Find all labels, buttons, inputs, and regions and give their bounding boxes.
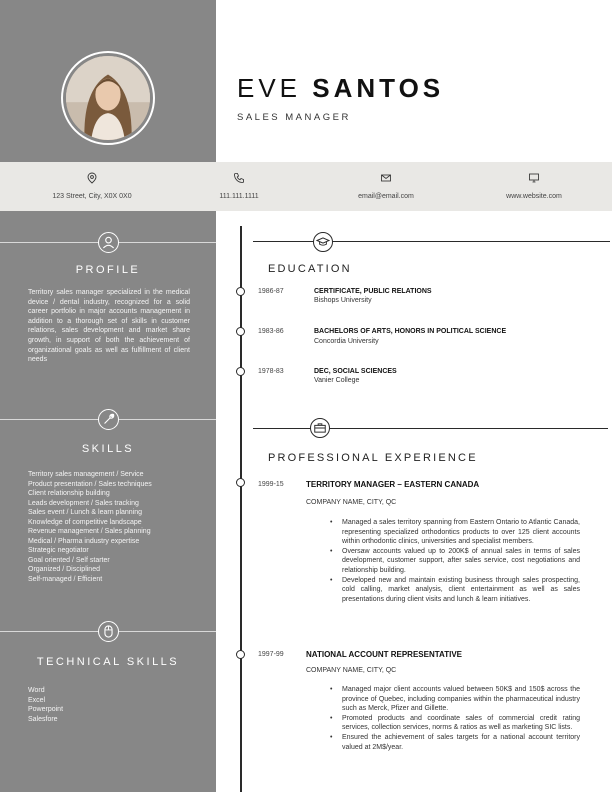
email-text: email@email.com [358,193,414,200]
job-company: COMPANY NAME, CITY, QC [306,667,397,674]
education-dates: 1978-83 [258,368,284,375]
timeline-dot [236,327,245,336]
candidate-job-title: SALES MANAGER [237,112,351,123]
profile-summary: Territory sales manager specialized in the medical device / dental industry, recognized for a solid career portfolio in major accounts management in addition to a thorough set of skills in customer relations, sales development and market share growth, in support of both the achievement of organizational goals as well as fulfillment of client needs [28,289,190,364]
skill-item: Goal oriented / Self starter [28,556,110,564]
skill-item: Territory sales management / Service [28,471,144,478]
education-dates: 1983-86 [258,328,284,335]
responsibility-item: • Managed a sales territory spanning from Eastern Ontario to Atlantic Canada, representing specialized orthodontics products to over 125 client accounts within orthodontic clinics, universities and specialist members. [330,518,580,547]
monitor-icon [528,172,540,184]
skill-item: Client relationship building [28,490,110,497]
last-name: SANTOS [312,73,445,103]
job-title: TERRITORY MANAGER – EASTERN CANADA [306,480,480,489]
technical-skill-item: Salesfore [28,715,58,723]
wrench-icon [98,409,119,430]
job-responsibilities [330,685,580,752]
responsibility-item: • Promoted products and coordinate sales of commercial credit rating services, collection services, norms & ratios as well as marketing SIC lists. [330,714,580,733]
education-school: Vanier College [314,377,360,384]
job-dates: 1999-15 [258,481,284,488]
education-school: Bishops University [314,297,372,304]
technical-skill-item: Powerpoint [28,706,64,713]
responsibility-item: • Managed major client accounts valued between 50K$ and 150$ across the province of Quebec, including companies within the pharmaceutical industry such as Merck, Pfizer and Gillette. [330,685,580,714]
location-pin-icon [86,172,98,184]
contact-email [311,172,461,200]
skill-item: Revenue management / Sales planning [28,528,151,535]
skill-item: Sales event / Lunch & learn planning [28,509,143,516]
envelope-icon [380,172,392,184]
contact-website [459,172,609,200]
mouse-icon [98,621,119,642]
timeline-dot [236,367,245,376]
technical-skills-heading: TECHNICAL SKILLS [36,656,180,668]
education-title: CERTIFICATE, PUBLIC RELATIONS [314,288,432,295]
timeline-dot [236,650,245,659]
job-dates: 1997-99 [258,651,284,658]
graduation-cap-icon [313,232,333,252]
skill-item: Organized / Disciplined [28,566,100,573]
contact-phone [164,172,314,200]
phone-text: 111.111.1111 [219,193,259,200]
responsibility-item: • Oversaw accounts valued up to 200K$ of annual sales in terms of sales development, customer support, after sales service, cost negotiations and relationship building. [330,547,580,576]
candidate-name [237,73,444,104]
job-company: COMPANY NAME, CITY, QC [306,499,397,506]
briefcase-icon [310,418,330,438]
profile-photo-frame [61,51,155,145]
experience-heading: PROFESSIONAL EXPERIENCE [268,452,478,464]
skill-item: Strategic negotiator [28,547,89,554]
address-text: 123 Street, City, X0X 0X0 [52,193,132,200]
skills-heading: SKILLS [81,443,135,455]
job-responsibilities [330,518,580,604]
job-title: NATIONAL ACCOUNT REPRESENTATIVE [306,650,463,659]
technical-skill-item: Excel [28,696,46,704]
education-divider [253,241,610,242]
contact-address [17,172,167,200]
skill-item: Knowledge of competitive landscape [28,518,142,526]
skill-item: Self-managed / Efficient [28,575,103,583]
experience-divider [253,428,608,429]
timeline-line [240,226,242,792]
education-school: Concordia University [314,338,379,345]
skills-list [28,470,208,584]
responsibility-item: • Ensured the achievement of sales targets for a national account territory valued at 2M$/year. [330,733,580,752]
responsibility-item: • Developed new and maintain existing business through sales prospecting, cold calling, market analysis, client entertainment as well as sales presentations during client visits and lunch & learn initiatives. [330,576,580,605]
skill-item: Medical / Pharma industry expertise [28,537,140,545]
timeline-dot [236,478,245,487]
education-heading: EDUCATION [268,263,352,275]
skill-item: Leads development / Sales tracking [28,499,139,507]
profile-photo [66,56,150,140]
person-icon [98,232,119,253]
first-name: EVE [237,73,302,103]
timeline-dot [236,287,245,296]
phone-icon [233,172,245,184]
education-dates: 1986-87 [258,288,284,295]
skill-item: Product presentation / Sales techniques [28,480,152,488]
education-title: BACHELORS OF ARTS, HONORS IN POLITICAL SCIENCE [314,328,507,335]
technical-skills-list [28,686,208,724]
technical-skill-item: Word [28,687,45,694]
website-text: www.website.com [506,193,562,200]
education-title: DEC, SOCIAL SCIENCES [314,368,397,375]
profile-heading: PROFILE [75,264,141,276]
